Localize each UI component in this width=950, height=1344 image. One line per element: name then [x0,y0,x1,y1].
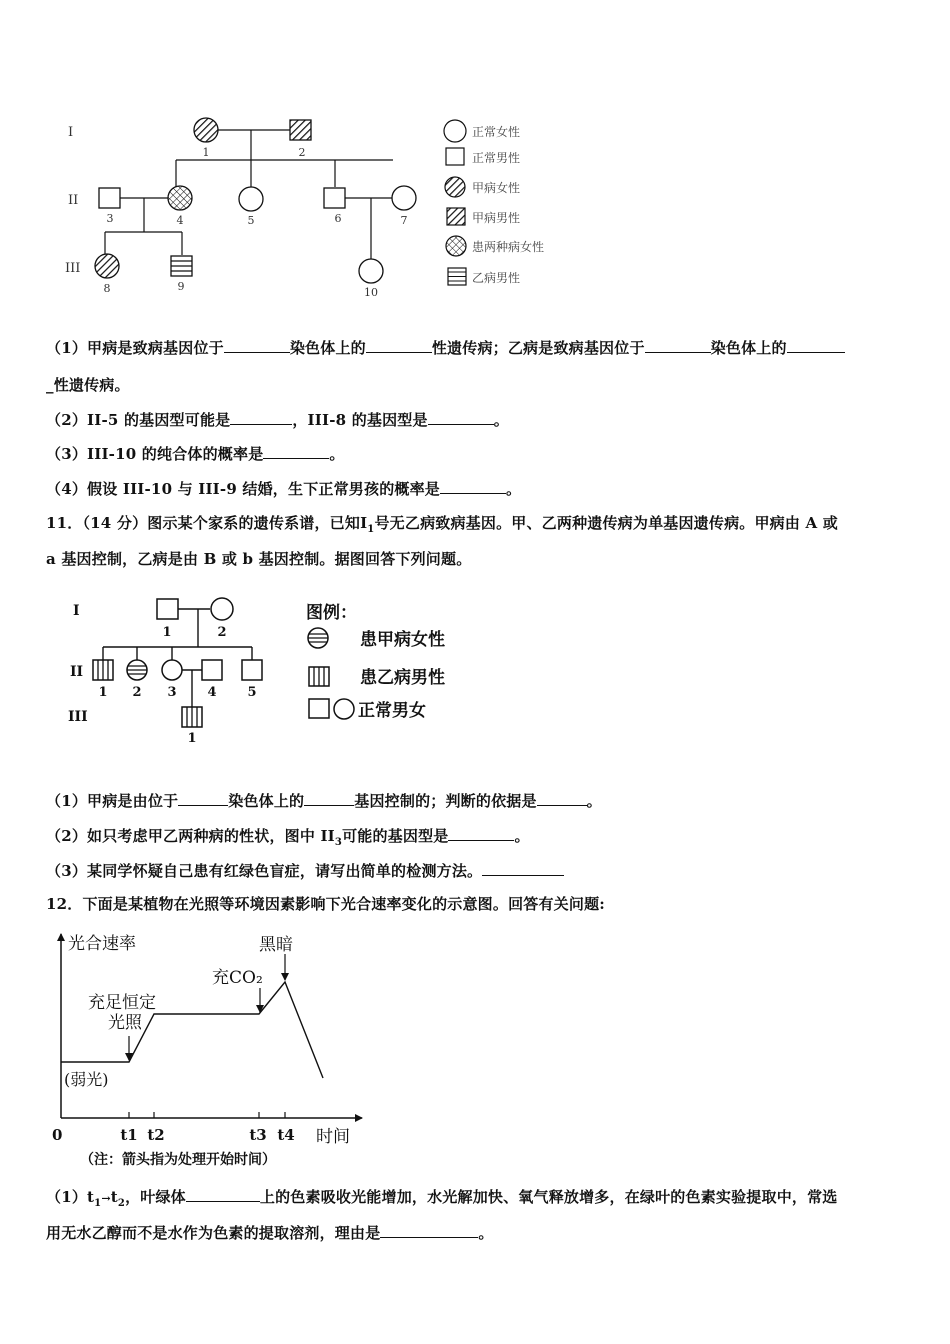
svg-text:乙病男性: 乙病男性 [472,271,521,285]
q11-part3: （3）某同学怀疑自己患有红绿色盲症，请写出简单的检测方法。 [46,860,564,881]
person2-II-1 [93,660,113,680]
num2-I-2: 2 [217,625,227,640]
person2-II-2 [127,660,147,680]
svg-text:患两种病女性: 患两种病女性 [472,240,545,254]
person2-III-1 [182,707,202,727]
annot-dark: 黑暗 [259,935,293,955]
svg-text:图例：: 图例： [306,603,357,623]
num-9: 9 [177,280,185,293]
x-label: 时间 [316,1127,350,1147]
svg-text:甲病女性: 甲病女性 [472,181,521,195]
origin-label: 0 [52,1126,63,1144]
gen2-label-I: I [73,603,80,619]
pedigree-chart-1 [60,110,580,305]
pedigree-chart-2 [60,590,480,750]
annot-weak-light: (弱光) [64,1070,109,1089]
person-II-6 [324,188,345,208]
photosynthesis-chart [40,928,380,1173]
gen-label-I: I [68,125,74,140]
num2-I-1: 1 [162,625,172,640]
gen2-label-III: III [68,709,88,725]
num2-II-2: 2 [132,685,142,700]
svg-text:患甲病女性: 患甲病女性 [360,630,445,650]
num2-II-1: 1 [98,685,108,700]
annot-light: 光照 [108,1013,142,1033]
x-ticks [129,1112,285,1118]
tick-t4: t4 [277,1126,295,1144]
person2-II-5 [242,660,262,680]
svg-text:正常男女: 正常男女 [358,701,426,721]
q11-part1: （1）甲病是由位于 染色体上的 基因控制的；判断的依据是 。 [46,792,602,810]
q12-part1-line2: 用无水乙醇而不是水作为色素的提取溶剂，理由是 。 [46,1224,494,1242]
num-2: 2 [298,146,306,159]
person-II-5 [239,187,263,211]
num-7: 7 [400,214,408,227]
person-I-1 [194,118,218,142]
person-III-9 [171,256,192,276]
tick-t2: t2 [147,1126,165,1144]
person-II-3 [99,188,120,208]
person2-II-3 [162,660,182,680]
num2-II-4: 4 [207,685,217,700]
num-10: 10 [364,286,378,299]
num-8: 8 [103,282,111,295]
svg-text:正常男性: 正常男性 [472,151,521,165]
q10-part3: （3）III-10 的纯合体的概率是 。 [46,445,345,463]
num-6: 6 [334,212,342,225]
person2-II-4 [202,660,222,680]
num-1: 1 [202,146,210,159]
num2-II-3: 3 [167,685,177,700]
pedigree2-legend [306,602,445,721]
q12-part1-line1: $(1)t_1\to t_2$，叶绿体 上的色素吸收光能增加，水光解加快、氧气释放增多，在绿叶的色素实验提取中，常选 [46,1188,838,1209]
gen-label-III: III [65,261,81,276]
svg-text:患乙病男性: 患乙病男性 [360,668,445,688]
q12-intro: 12．下面是某植物在光照等环境因素影响下光合速率变化的示意图。回答有关问题: [46,895,606,913]
tick-t3: t3 [249,1126,267,1144]
num-5: 5 [247,214,255,227]
q10-part2: （2）II-5 的基因型可能是 ，III-8 的基因型是 。 [46,411,509,429]
chart-note: （注：箭头指为处理开始时间） [80,1152,276,1168]
person-II-7 [392,186,416,210]
svg-text:正常女性: 正常女性 [472,125,521,139]
num-4: 4 [176,214,184,227]
q10-part4: （4）假设 III-10 与 III-9 结婚，生下正常男孩的概率是 。 [46,480,522,498]
num2-III-1: 1 [187,731,197,746]
annot-co2: 充CO₂ [212,968,263,988]
annot-sufficient: 充足恒定 [88,993,156,1013]
q11-part2: （2）如只考虑甲乙两种病的性状，图中 $II_3$可能的基因型是 。 [46,827,530,848]
gen2-label-II: II [70,664,84,680]
num2-II-5: 5 [247,685,257,700]
y-label: 光合速率 [68,934,136,954]
pedigree1-legend [444,120,544,285]
q11-intro-line1: 11．（14 分）图示某个家系的遗传系谱，已知$Ⅰ_1$号无乙病致病基因。甲、乙两种遗传病为单基因遗传病。甲病由 A 或 [46,514,838,535]
person2-I-2 [211,598,233,620]
svg-text:甲病男性: 甲病男性 [472,211,521,225]
person-I-2 [290,120,311,140]
person-III-8 [95,254,119,278]
person-II-4 [168,186,192,210]
tick-t1: t1 [120,1126,138,1144]
person2-I-1 [157,599,178,619]
gen-label-II: II [68,193,79,208]
q10-part1-line1: （1）甲病是致病基因位于 染色体上的 性遗传病；乙病是致病基因位于 染色体上的 [46,337,845,358]
q10-part1-line2: _性遗传病。 [46,376,130,394]
q11-intro-line2: a 基因控制，乙病是由 B 或 b 基因控制。据图回答下列问题。 [46,550,472,568]
person-III-10 [359,259,383,283]
num-3: 3 [106,212,114,225]
